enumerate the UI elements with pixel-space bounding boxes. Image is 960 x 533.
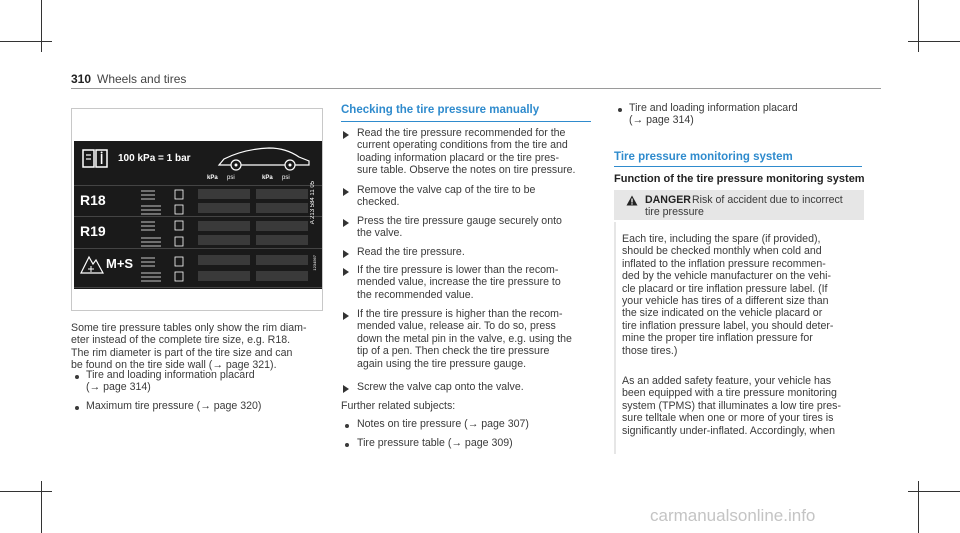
pressure-cell (256, 271, 308, 281)
step-arrow-icon (343, 268, 349, 276)
pressure-cell (198, 189, 250, 199)
text-line: Read the tire pressure. (357, 246, 465, 258)
text-line: down the metal pin in the valve, e.g. using the (357, 332, 572, 345)
bullet-dot (345, 424, 349, 428)
section-title-rule (614, 166, 862, 167)
text-line: ded by the vehicle manufacturer on the vehi- (622, 270, 832, 283)
unit-conversion-label: 100 kPa = 1 bar (118, 153, 191, 164)
text-line: checked. (357, 196, 400, 209)
text-line: mine the proper tire inflation pressure for (622, 332, 813, 345)
step-arrow-icon (343, 131, 349, 139)
crop-mark (0, 491, 52, 492)
further-subjects-label: Further related subjects: (341, 400, 456, 412)
text-line: been equipped with a tire pressure monitoring (622, 387, 837, 400)
rim-size-r19: R19 (80, 223, 106, 239)
page-header-title: Wheels and tires (97, 72, 187, 86)
text-line: your vehicle has tires of a different size than (622, 295, 829, 308)
text-line: loading information placard or the tire pres- (357, 151, 559, 164)
text-line: Remove the valve cap of the tire to be (357, 184, 536, 196)
text-line: inflated to the inflation pressure recommen- (622, 257, 826, 270)
text-line: tip of a pen. Then check the tire pressure (357, 345, 550, 358)
table-divider (74, 248, 322, 249)
text-line: Each tire, including the spare (if provided), (622, 233, 821, 245)
section-title: Tire pressure monitoring system (614, 151, 793, 163)
text-line: system (TPMS) that illuminates a low tire pres- (622, 399, 841, 412)
text-line: tire inflation pressure label, you should deter- (622, 319, 834, 332)
text-line: the recommended value. (357, 288, 474, 301)
instruction-step (357, 264, 561, 301)
pressure-cell (256, 221, 308, 231)
text-line: Tire and loading information placard (86, 369, 255, 381)
pressure-cell (256, 235, 308, 245)
instruction-step (357, 246, 465, 258)
text-line: be found on the tire side wall (→ page 321). (71, 359, 277, 372)
crop-mark (41, 0, 42, 52)
text-line: the size indicated on the vehicle placard or (622, 307, 823, 320)
unit-kpa-front: kPa (207, 175, 218, 181)
danger-header (614, 190, 864, 220)
text-line: tire pressure (645, 206, 704, 218)
crop-mark (0, 41, 52, 42)
text-line: mended value, release air. To do so, press (357, 320, 556, 333)
pressure-cell (256, 203, 308, 213)
pressure-cell (256, 255, 308, 265)
step-arrow-icon (343, 188, 349, 196)
crop-mark (41, 481, 42, 533)
page-link[interactable]: Maximum tire pressure (→ page 320) (86, 400, 262, 412)
page-link[interactable]: Tire pressure table (→ page 309) (357, 437, 513, 449)
bullet-dot (75, 406, 79, 410)
unit-psi-rear: psi (282, 175, 290, 181)
danger-paragraph (622, 233, 862, 357)
text-line: Some tire pressure tables only show the rim diam- (71, 322, 307, 334)
text-line: If the tire pressure is higher than the recom- (357, 308, 563, 320)
danger-side-bar (614, 222, 616, 454)
bullet-dot (75, 375, 79, 379)
bullet-dot (345, 443, 349, 447)
page-number: 310 (71, 72, 92, 86)
step-arrow-icon (343, 312, 349, 320)
occupant-load-icon (139, 187, 187, 285)
section-title: Checking the tire pressure manually (341, 104, 540, 116)
instruction-step (357, 308, 572, 370)
text-line: those tires.) (622, 344, 678, 357)
warning-triangle-icon (626, 195, 638, 206)
pressure-cell (256, 189, 308, 199)
text-line: eter instead of the complete tire size, e.g. R18. (71, 334, 291, 347)
list-item (86, 369, 255, 394)
section-title-rule (341, 121, 591, 122)
unit-kpa-rear: kPa (262, 175, 273, 181)
info-book-icon (82, 149, 108, 169)
subsection-title: Function of the tire pressure monitoring system (614, 173, 865, 185)
table-divider (74, 287, 322, 288)
page-link[interactable]: Notes on tire pressure (→ page 307) (357, 418, 529, 430)
page-link[interactable]: (→ page 314) (629, 114, 694, 127)
text-line: significantly under-inflated. Accordingly, when (622, 424, 835, 437)
tire-pressure-placard (74, 141, 322, 289)
bullet-dot (618, 108, 622, 112)
crop-mark (908, 491, 960, 492)
page-link[interactable]: (→ page 314) (86, 381, 151, 394)
rim-size-r18: R18 (80, 192, 106, 208)
pressure-cell (198, 203, 250, 213)
crop-mark (918, 481, 919, 533)
instruction-step (357, 127, 575, 177)
instruction-step (357, 381, 524, 393)
figure-side-code: 1234567 (312, 255, 317, 271)
text-line: Screw the valve cap onto the valve. (357, 381, 524, 393)
step-arrow-icon (343, 250, 349, 258)
pressure-cell (198, 221, 250, 231)
text-line: As an added safety feature, your vehicle has (622, 375, 832, 387)
text-line: sure telltale when one or more of your tires is (622, 412, 834, 425)
figure-code: A 213 584 11 05 (310, 181, 316, 225)
pressure-cell (198, 271, 250, 281)
header-rule (71, 88, 881, 89)
watermark: carmanualsonline.info (650, 506, 816, 525)
rim-diameter-paragraph (71, 322, 326, 372)
snowflake-mountain-icon (80, 254, 104, 274)
danger-paragraph (622, 375, 862, 437)
step-arrow-icon (343, 219, 349, 227)
table-divider (74, 185, 322, 186)
crop-mark (918, 0, 919, 52)
text-line: again using the tire pressure gauge. (357, 357, 527, 370)
season-mud-snow-label: M+S (106, 256, 134, 271)
danger-label: DANGER (645, 194, 691, 206)
text-line: the valve. (357, 227, 403, 240)
pressure-cell (198, 235, 250, 245)
load-icons-column (139, 187, 187, 285)
text-line: Tire and loading information placard (629, 102, 798, 114)
text-line: If the tire pressure is lower than the recom- (357, 264, 559, 276)
car-silhouette-icon (214, 143, 314, 173)
text-line: Read the tire pressure recommended for the (357, 127, 566, 139)
text-line: cle placard or tire inflation pressure label. (If (622, 282, 828, 295)
instruction-step (357, 184, 535, 209)
text-line: should be checked monthly when cold and (622, 245, 822, 258)
step-arrow-icon (343, 385, 349, 393)
text-line: mended value, increase the tire pressure to (357, 276, 561, 289)
text-line: Press the tire pressure gauge securely onto (357, 215, 562, 227)
crop-mark (908, 41, 960, 42)
table-divider (74, 216, 322, 217)
text-line: The rim diameter is part of the tire size and can (71, 346, 293, 359)
instruction-step (357, 215, 562, 240)
text-line: Risk of accident due to incorrect (692, 194, 843, 206)
text-line: sure table. Observe the notes on tire pressure. (357, 164, 576, 177)
unit-psi-front: psi (227, 175, 235, 181)
pressure-cell (198, 255, 250, 265)
danger-title (692, 194, 843, 206)
list-item (629, 102, 798, 127)
text-line: current operating conditions from the tire and (357, 139, 568, 152)
